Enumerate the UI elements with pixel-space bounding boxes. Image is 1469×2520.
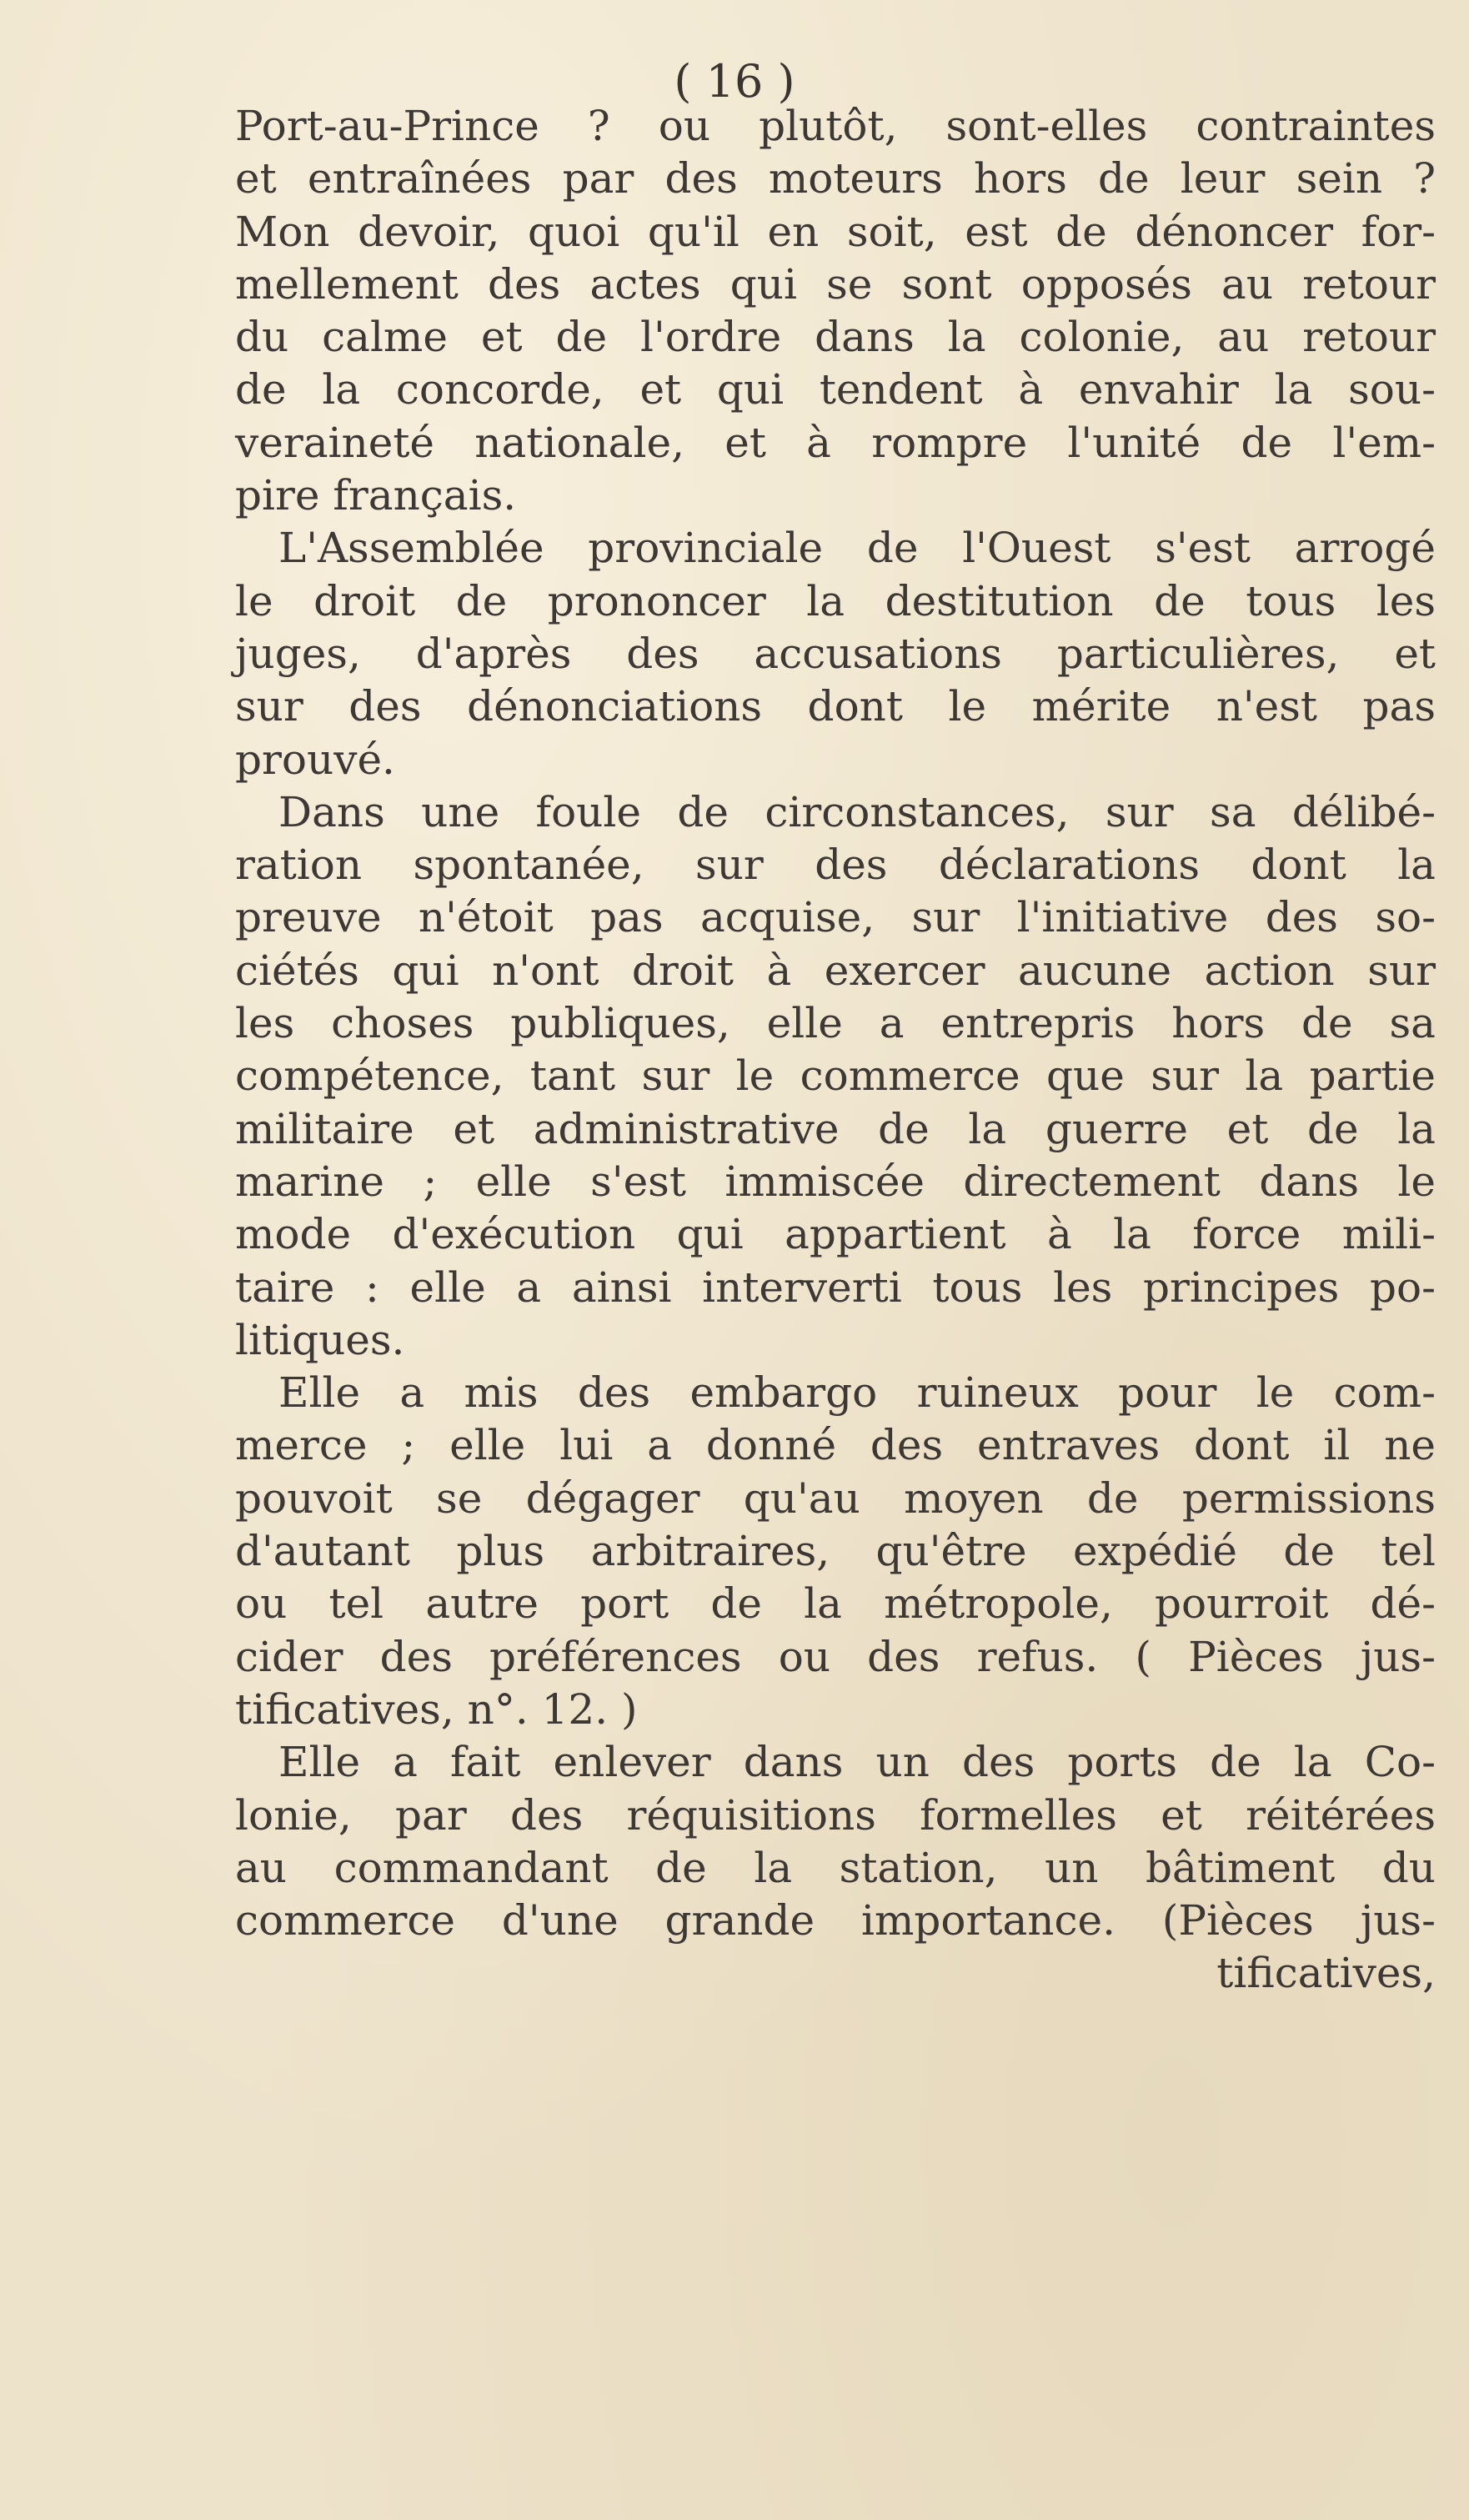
paragraph (235, 100, 1436, 522)
text-line: les choses publiques, elle a entrepris hors de sa (235, 999, 1436, 1048)
text-line: juges, d'après des accusations particulières, et (235, 629, 1436, 678)
paragraph (235, 786, 1436, 1367)
text-line: prouvé. (235, 735, 395, 784)
paragraph (235, 1736, 1436, 1947)
text-line: militaire et administrative de la guerre et de la (235, 1104, 1436, 1153)
catchword: tificatives, (1216, 1949, 1436, 1998)
text-line: mode d'exécution qui appartient à la force mili- (235, 1210, 1436, 1259)
text-line: veraineté nationale, et à rompre l'unité de l'em- (235, 418, 1436, 467)
text-line: du calme et de l'ordre dans la colonie, au retour (235, 313, 1436, 362)
text-line: Dans une foule de circonstances, sur sa délibé- (278, 787, 1436, 836)
text-line: pouvoit se dégager qu'au moyen de permissions (235, 1473, 1436, 1523)
text-line: preuve n'étoit pas acquise, sur l'initiative des so- (235, 893, 1436, 942)
body-text (235, 100, 1436, 2000)
text-line: marine ; elle s'est immiscée directement dans le (235, 1157, 1436, 1206)
text-line: merce ; elle lui a donné des entraves dont il ne (235, 1421, 1436, 1470)
text-line: cider des préférences ou des refus. ( Pièces jus- (235, 1632, 1436, 1681)
text-line: ciétés qui n'ont droit à exercer aucune action sur (235, 946, 1436, 995)
text-line: ou tel autre port de la métropole, pourroit dé- (235, 1579, 1436, 1629)
text-line: pire français. (235, 471, 517, 520)
text-line: sur des dénonciations dont le mérite n'est pas (235, 682, 1436, 731)
text-line: ration spontanée, sur des déclarations dont la (235, 841, 1436, 890)
text-line: au commandant de la station, un bâtiment du (235, 1843, 1436, 1892)
text-line: Mon devoir, quoi qu'il en soit, est de dénoncer for- (235, 207, 1436, 256)
page-number: ( 16 ) (674, 55, 795, 108)
text-line: Elle a mis des embargo ruineux pour le com- (278, 1368, 1436, 1418)
text-line: taire : elle a ainsi interverti tous les principes po- (235, 1263, 1436, 1312)
text-line: commerce d'une grande importance. (Pièces jus- (235, 1896, 1436, 1945)
text-line: Port-au-Prince ? ou plutôt, sont-elles contraintes (235, 102, 1436, 150)
text-line: le droit de prononcer la destitution de tous les (235, 576, 1436, 625)
text-line: lonie, par des réquisitions formelles et réitérées (235, 1790, 1436, 1840)
text-line: de la concorde, et qui tendent à envahir la sou- (235, 365, 1436, 414)
paragraph (235, 522, 1436, 786)
text-line: d'autant plus arbitraires, qu'être expédié de tel (235, 1527, 1436, 1576)
text-line: litiques. (235, 1315, 405, 1364)
paragraph (235, 1367, 1436, 1736)
text-line: et entraînées par des moteurs hors de leur sein ? (235, 154, 1436, 203)
text-line: tificatives, n°. 12. ) (235, 1684, 638, 1734)
text-line: Elle a fait enlever dans un des ports de la Co- (278, 1738, 1436, 1787)
text-line: compétence, tant sur le commerce que sur la partie (235, 1052, 1436, 1101)
text-line: L'Assemblée provinciale de l'Ouest s'est arrogé (278, 524, 1436, 573)
text-line: mellement des actes qui se sont opposés au retour (235, 259, 1436, 309)
